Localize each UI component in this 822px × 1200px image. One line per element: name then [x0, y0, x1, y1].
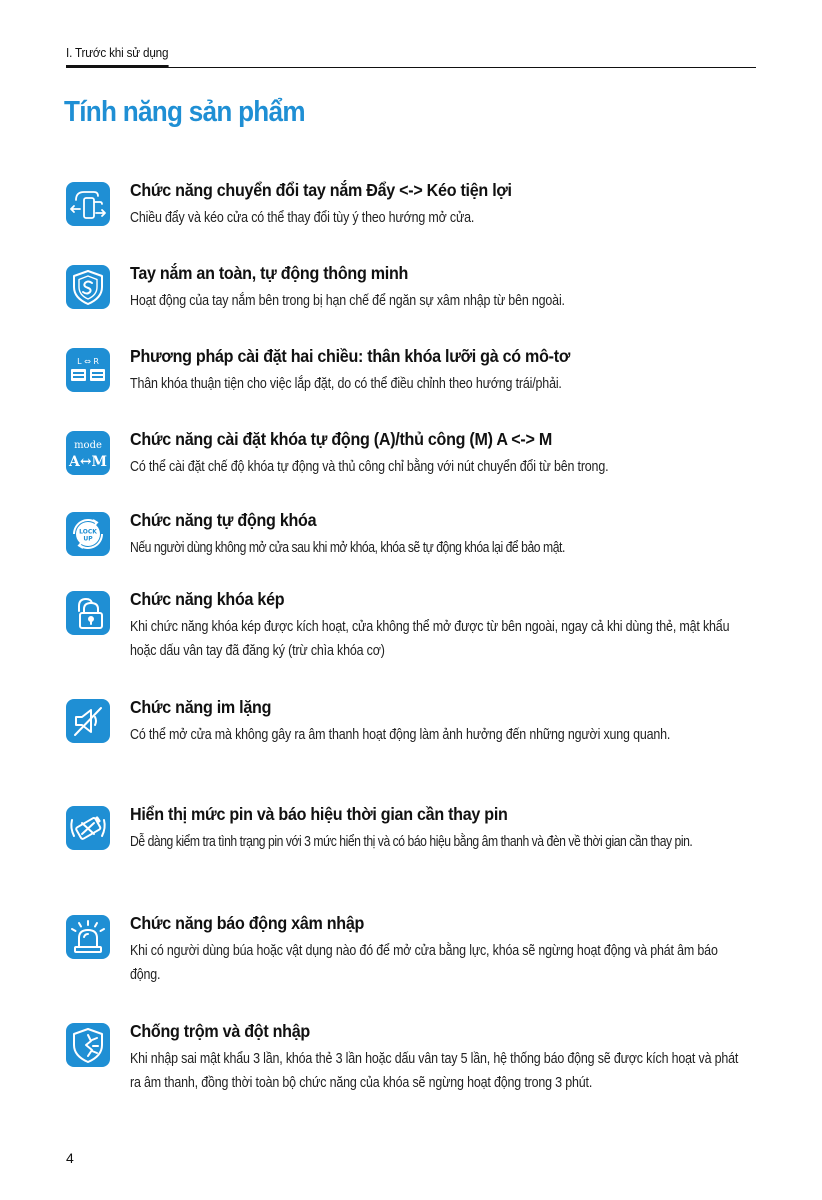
page-number: 4: [66, 1150, 74, 1166]
feature-description: Khi nhập sai mật khẩu 3 lần, khóa thẻ 3 lần hoặc dấu vân tay 5 lần, hệ thống báo động sẽ được kích hoạt và phát ra âm thanh, đồng thời toàn bộ chức năng của khóa sẽ ngừng hoạt động trong 3 phút.: [130, 1051, 739, 1091]
feature-title: Tay nắm an toàn, tự động thông minh: [130, 263, 409, 283]
icon-label-bottom: A↔M: [68, 454, 108, 470]
alarm-siren-icon: [66, 915, 110, 959]
section-label: I. Trước khi sử dụng: [66, 45, 168, 68]
low-battery-icon: [66, 806, 110, 850]
feature-description: Khi có người dùng búa hoặc vật dụng nào đó để mở cửa bằng lực, khóa sẽ ngừng hoạt động và phát âm báo động.: [130, 943, 718, 983]
auto-lock-icon: [66, 512, 110, 556]
icon-label: L ⇔ R: [77, 357, 99, 366]
header-rule: [66, 67, 756, 68]
feature-description: Khi chức năng khóa kép được kích hoạt, cửa không thể mở được từ bên ngoài, ngay cả khi dùng thẻ, mật khẩu hoặc dấu vân tay đã đăng ký (trừ chìa khóa cơ): [130, 619, 730, 659]
feature-title: Phương pháp cài đặt hai chiều: thân khóa lưỡi gà có mô-tơ: [130, 346, 570, 366]
mute-speaker-icon: [66, 699, 110, 743]
feature-description: Dễ dàng kiểm tra tình trạng pin với 3 mức hiển thị và có báo hiệu bằng âm thanh và đèn về thời gian cần thay pin.: [130, 834, 693, 850]
double-lock-icon: [66, 591, 110, 635]
feature-title: Chức năng tự động khóa: [130, 510, 317, 530]
icon-label-top: LOCK: [79, 528, 97, 536]
feature-description: Có thể mở cửa mà không gây ra âm thanh hoạt động làm ảnh hưởng đến những người xung quanh.: [130, 727, 671, 743]
feature-description: Thân khóa thuận tiện cho việc lắp đặt, do có thể điều chỉnh theo hướng trái/phải.: [130, 376, 562, 392]
feature-title: Hiển thị mức pin và báo hiệu thời gian cần thay pin: [130, 804, 508, 824]
left-right-mortise-icon: [66, 348, 110, 392]
page-header: [66, 44, 756, 68]
feature-description: Có thể cài đặt chế độ khóa tự động và thủ công chỉ bằng với nút chuyển đổi từ bên trong.: [130, 459, 609, 475]
push-pull-handle-icon: [66, 182, 110, 226]
feature-title: Chức năng chuyển đổi tay nắm Đẩy <-> Kéo tiện lợi: [130, 180, 512, 200]
feature-description: Nếu người dùng không mở cửa sau khi mở khóa, khóa sẽ tự động khóa lại để bảo mật.: [130, 540, 565, 556]
feature-description: Chiều đẩy và kéo cửa có thể thay đổi tùy ý theo hướng mở cửa.: [130, 210, 475, 226]
icon-label-bottom: UP: [83, 535, 93, 543]
break-in-shield-icon: [66, 1023, 110, 1067]
safety-shield-icon: [66, 265, 110, 309]
feature-title: Chức năng im lặng: [130, 697, 272, 717]
page-title: Tính năng sản phẩm: [64, 96, 305, 128]
feature-title: Chức năng cài đặt khóa tự động (A)/thủ công (M) A <-> M: [130, 429, 552, 449]
feature-title: Chức năng khóa kép: [130, 589, 285, 609]
feature-title: Chống trộm và đột nhập: [130, 1021, 310, 1041]
feature-title: Chức năng báo động xâm nhập: [130, 913, 365, 933]
feature-description: Hoạt động của tay nắm bên trong bị hạn chế để ngăn sự xâm nhập từ bên ngoài.: [130, 293, 565, 309]
icon-label-top: mode: [74, 440, 102, 451]
mode-switch-icon: [66, 431, 110, 475]
